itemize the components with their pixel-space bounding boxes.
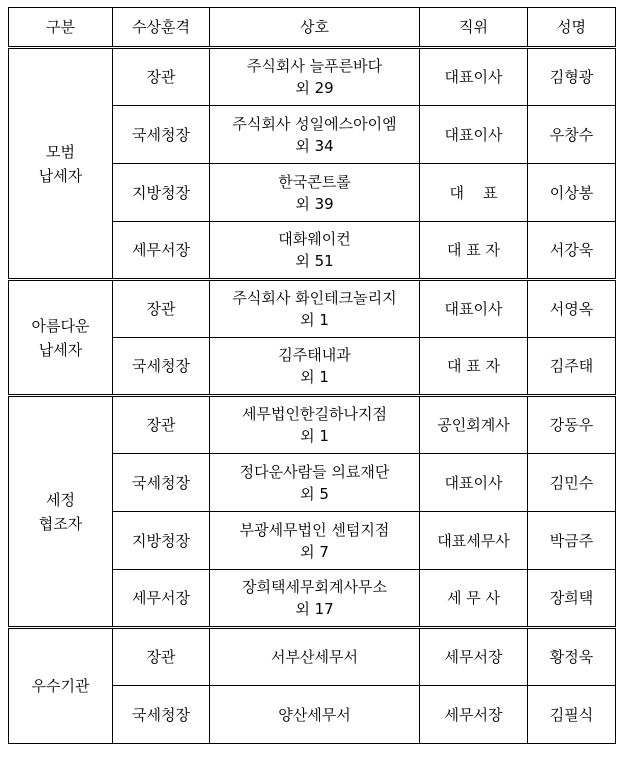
name-cell: 김민수 [528, 454, 616, 512]
award-cell: 장관 [113, 48, 210, 106]
header-name: 성명 [528, 8, 616, 48]
company-cell [210, 570, 420, 628]
company-count: 외 5 [300, 484, 329, 503]
award-cell: 지방청장 [113, 512, 210, 570]
company-name: 한국콘트롤 [278, 172, 351, 191]
award-cell: 장관 [113, 628, 210, 686]
company-cell [210, 396, 420, 454]
company-name: 정다운사람들 의료재단 [239, 462, 390, 481]
name-cell: 우창수 [528, 106, 616, 164]
position-cell: 대표이사 [420, 280, 528, 338]
award-cell: 세무서장 [113, 222, 210, 280]
category-cell [9, 396, 113, 628]
company-name: 부광세무법인 센텀지점 [239, 520, 390, 539]
company-name: 주식회사 늘푸른바다 [246, 57, 383, 75]
company-name: 서부산세무서 [271, 648, 358, 666]
company-count: 외 1 [300, 368, 329, 386]
company-count: 외 1 [300, 311, 329, 329]
position-cell: 세무서장 [420, 628, 528, 686]
company-name: 양산세무서 [278, 705, 351, 724]
award-table [8, 7, 616, 744]
award-cell: 장관 [113, 280, 210, 338]
category-line: 모범 [46, 142, 75, 161]
award-table-container [8, 7, 616, 744]
category-line: 납세자 [38, 340, 83, 359]
award-cell: 국세청장 [113, 338, 210, 396]
company-name: 장희택세무회계사무소 [242, 578, 387, 596]
company-cell [210, 512, 420, 570]
position-cell: 대 표 자 [420, 338, 528, 396]
company-cell [210, 338, 420, 396]
category-line: 세정 [46, 490, 75, 509]
company-cell [210, 280, 420, 338]
company-cell [210, 106, 420, 164]
company-cell [210, 48, 420, 106]
company-name: 주식회사 성일에스아이엠 [232, 114, 397, 133]
category-line: 아름다운 [31, 316, 90, 335]
company-count: 외 51 [295, 252, 334, 270]
company-name: 주식회사 화인테크놀리지 [232, 289, 397, 307]
name-cell: 이상봉 [528, 164, 616, 222]
company-cell [210, 222, 420, 280]
company-count: 외 39 [295, 194, 334, 213]
company-name: 세무법인한길하나지점 [242, 405, 387, 423]
header-category: 구분 [9, 8, 113, 48]
table-row [9, 280, 616, 338]
category-line: 협조자 [38, 514, 83, 533]
company-count: 외 29 [295, 79, 334, 97]
name-cell: 장희택 [528, 570, 616, 628]
position-cell: 공인회계사 [420, 396, 528, 454]
category-line: 납세자 [38, 166, 83, 185]
company-name: 대화웨이컨 [278, 230, 351, 248]
header-award: 수상훈격 [113, 8, 210, 48]
company-cell [210, 454, 420, 512]
table-row [9, 396, 616, 454]
name-cell: 서영옥 [528, 280, 616, 338]
company-count: 외 34 [295, 136, 334, 155]
category-cell [9, 628, 113, 744]
award-cell: 국세청장 [113, 454, 210, 512]
name-cell: 박금주 [528, 512, 616, 570]
header-company: 상호 [210, 8, 420, 48]
company-cell [210, 686, 420, 744]
category-cell [9, 48, 113, 280]
category-cell [9, 280, 113, 396]
category-line: 우수기관 [31, 677, 90, 695]
table-row [9, 628, 616, 686]
name-cell: 강동우 [528, 396, 616, 454]
name-cell: 황정욱 [528, 628, 616, 686]
name-cell: 김형광 [528, 48, 616, 106]
award-cell: 장관 [113, 396, 210, 454]
company-count: 외 1 [300, 427, 329, 445]
company-cell [210, 628, 420, 686]
award-cell: 국세청장 [113, 106, 210, 164]
table-row [9, 48, 616, 106]
header-position: 직위 [420, 8, 528, 48]
position-cell: 대표이사 [420, 48, 528, 106]
position-cell: 대 표 자 [420, 222, 528, 280]
award-cell: 지방청장 [113, 164, 210, 222]
position-cell: 대표이사 [420, 106, 528, 164]
position-cell: 대표이사 [420, 454, 528, 512]
name-cell: 김주태 [528, 338, 616, 396]
award-cell: 국세청장 [113, 686, 210, 744]
award-cell: 세무서장 [113, 570, 210, 628]
company-name: 김주태내과 [278, 346, 351, 364]
position-cell: 대 표 [420, 164, 528, 222]
position-cell: 대표세무사 [420, 512, 528, 570]
position-cell: 세 무 사 [420, 570, 528, 628]
header-row [9, 8, 616, 48]
name-cell: 서강욱 [528, 222, 616, 280]
company-cell [210, 164, 420, 222]
company-count: 외 17 [295, 600, 334, 618]
position-cell: 세무서장 [420, 686, 528, 744]
company-count: 외 7 [300, 542, 329, 561]
name-cell: 김필식 [528, 686, 616, 744]
